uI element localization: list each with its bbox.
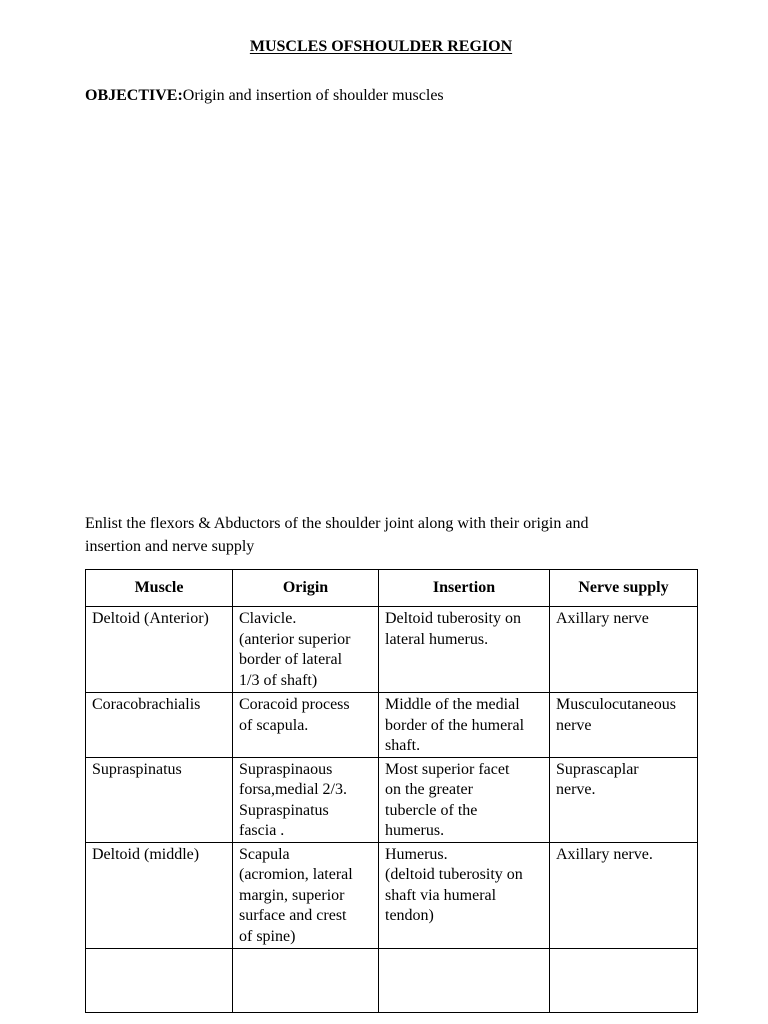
origin-cell [233, 693, 379, 758]
cell-line: Supraspinaous [239, 760, 333, 778]
table-row [86, 842, 698, 948]
table-header-row [86, 570, 698, 607]
table-row [86, 607, 698, 693]
cell-line: Deltoid tuberosity on [385, 610, 521, 627]
objective-label: OBJECTIVE: [85, 87, 183, 104]
origin-cell [233, 842, 379, 948]
cell-line: humerus. [385, 822, 445, 839]
cell-line: Middle of the medial [385, 696, 520, 713]
cell-line: on the greater [385, 781, 473, 798]
cell-line: Supraspinatus [92, 760, 182, 778]
muscle-cell [86, 757, 233, 842]
header-muscle: Muscle [86, 570, 233, 607]
cell-line: Axillary nerve. [556, 845, 653, 863]
cell-line: Supraspinatus [239, 801, 329, 819]
table-row [86, 948, 698, 1012]
cell-line: of scapula. [239, 716, 309, 734]
nerve-supply-cell [550, 607, 698, 693]
cell-line: surface and crest [239, 907, 347, 924]
table-row [86, 693, 698, 758]
cell-line: margin, superior [239, 886, 345, 904]
cell-line: fascia . [239, 822, 285, 839]
cell-line: nerve. [556, 781, 596, 798]
cell-line: border of lateral [239, 651, 343, 668]
cell-line: tubercle of the [385, 801, 478, 819]
nerve-supply-cell [550, 757, 698, 842]
cell-line: Humerus. [385, 845, 448, 863]
cell-line: (anterior superior [239, 630, 351, 648]
origin-cell [233, 948, 379, 1012]
cell-line: Coracobrachialis [92, 696, 201, 713]
cell-line: shaft via humeral [385, 886, 497, 904]
cell-line: tendon) [385, 907, 434, 924]
insertion-cell [379, 842, 550, 948]
header-nerve-supply: Nerve supply [550, 570, 698, 607]
cell-line: lateral humerus. [385, 630, 489, 648]
cell-line: Coracoid process [239, 696, 350, 713]
question-prompt [85, 512, 685, 558]
cell-line: of spine) [239, 927, 296, 945]
table-body [86, 607, 698, 1013]
insertion-cell [379, 693, 550, 758]
cell-line: border of the humeral [385, 716, 525, 734]
cell-line: Axillary nerve [556, 610, 649, 627]
muscle-cell [86, 693, 233, 758]
cell-line: Most superior facet [385, 760, 510, 778]
insertion-cell [379, 757, 550, 842]
nerve-supply-cell [550, 693, 698, 758]
cell-line: forsa,medial 2/3. [239, 781, 347, 798]
nerve-supply-cell [550, 948, 698, 1012]
nerve-supply-cell [550, 842, 698, 948]
cell-line: Clavicle. [239, 610, 297, 627]
cell-line: (acromion, lateral [239, 866, 353, 883]
objective [85, 87, 444, 105]
cell-line: (deltoid tuberosity on [385, 866, 523, 883]
cell-line: Musculocutaneous [556, 696, 676, 713]
origin-cell [233, 757, 379, 842]
cell-line: Deltoid (Anterior) [92, 610, 209, 627]
insertion-cell [379, 607, 550, 693]
table-row [86, 757, 698, 842]
header-origin: Origin [233, 570, 379, 607]
muscle-cell [86, 607, 233, 693]
cell-line: Suprascaplar [556, 760, 639, 778]
muscle-table [85, 569, 698, 1013]
cell-line: nerve [556, 716, 592, 734]
prompt-line: insertion and nerve supply [85, 538, 255, 555]
cell-line: 1/3 of shaft) [239, 671, 318, 689]
origin-cell [233, 607, 379, 693]
muscle-cell [86, 842, 233, 948]
cell-line: Scapula [239, 845, 290, 863]
objective-text: Origin and insertion of shoulder muscles [182, 87, 444, 104]
cell-line: shaft. [385, 737, 421, 754]
page-title: MUSCLES OFSHOULDER REGION [249, 38, 513, 55]
header-insertion: Insertion [379, 570, 550, 607]
muscle-cell [86, 948, 233, 1012]
insertion-cell [379, 948, 550, 1012]
prompt-line: Enlist the flexors & Abductors of the shoulder joint along with their origin and [85, 515, 589, 532]
cell-line: Deltoid (middle) [92, 845, 200, 863]
